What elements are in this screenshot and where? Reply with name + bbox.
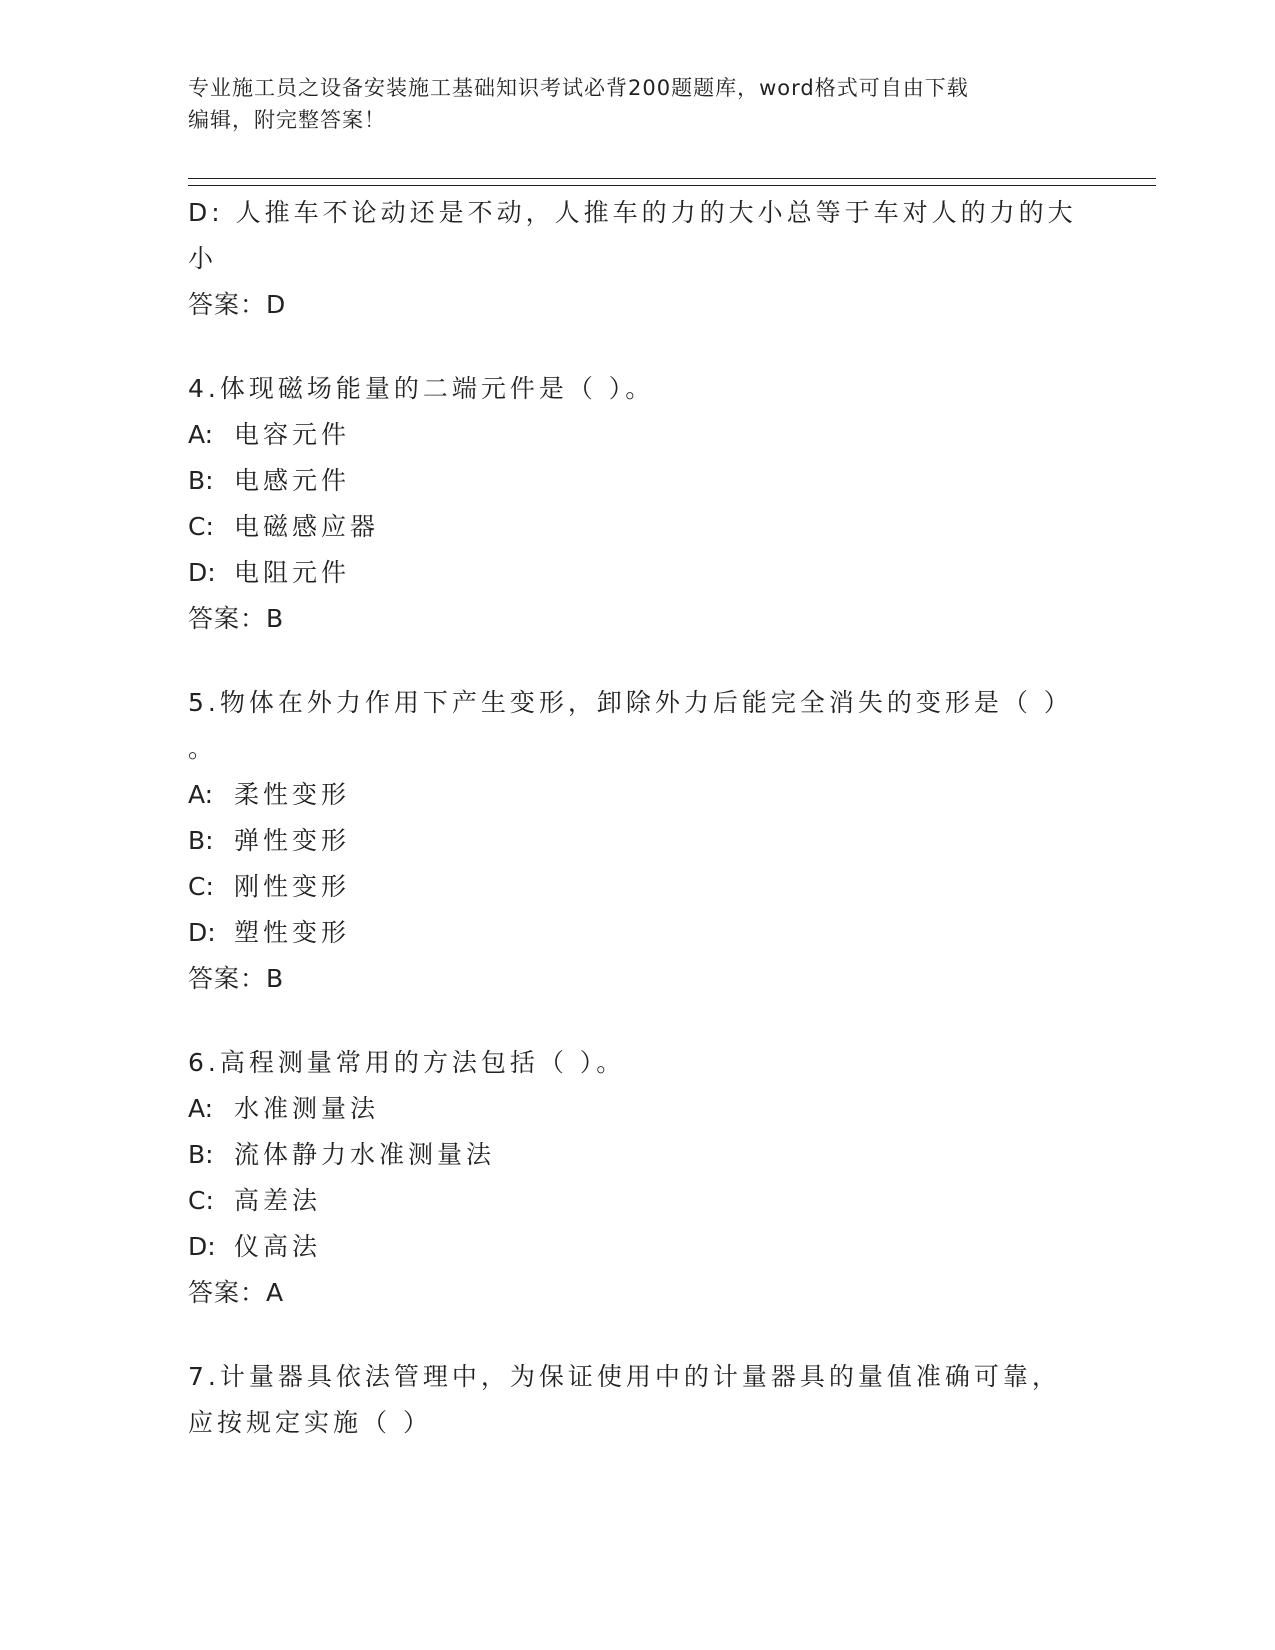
question-4 bbox=[188, 366, 1088, 642]
option-key: A: bbox=[188, 1094, 214, 1123]
q4-option-d bbox=[188, 550, 1088, 596]
q3-option-d-line2: 小 bbox=[188, 244, 218, 273]
option-text: 弹性变形 bbox=[234, 826, 351, 855]
option-key: C: bbox=[188, 872, 214, 901]
option-key: B: bbox=[188, 466, 214, 495]
header-title-line1: 专业施工员之设备安装施工基础知识考试必背200题题库，word格式可自由下载 bbox=[188, 76, 969, 100]
q4-stem: 4.体现磁场能量的二端元件是（ ）。 bbox=[188, 374, 655, 403]
question-7 bbox=[188, 1354, 1088, 1446]
q3-option-d-line1: D: 人推车不论动还是不动，人推车的力的大小总等于车对人的力的大 bbox=[188, 198, 1077, 227]
option-key: B: bbox=[188, 826, 214, 855]
q5-stem-line2: 。 bbox=[188, 734, 218, 763]
option-text: 电容元件 bbox=[234, 420, 351, 449]
q6-option-d bbox=[188, 1224, 1088, 1270]
option-key: C: bbox=[188, 1186, 214, 1215]
q5-option-a bbox=[188, 772, 1088, 818]
option-key: D: bbox=[188, 558, 216, 587]
q6-option-b bbox=[188, 1132, 1088, 1178]
q3-answer: 答案：D bbox=[188, 290, 287, 319]
question-3 bbox=[188, 190, 1088, 328]
q6-option-a bbox=[188, 1086, 1088, 1132]
q5-option-c bbox=[188, 864, 1088, 910]
option-text: 水准测量法 bbox=[234, 1094, 380, 1123]
q7-stem-line1: 7.计量器具依法管理中，为保证使用中的计量器具的量值准确可靠， bbox=[188, 1362, 1061, 1391]
q4-answer: 答案：B bbox=[188, 604, 285, 633]
q5-answer: 答案：B bbox=[188, 964, 285, 993]
option-text: 塑性变形 bbox=[234, 918, 351, 947]
question-5 bbox=[188, 680, 1088, 1002]
option-text: 高差法 bbox=[234, 1186, 322, 1215]
q6-option-c bbox=[188, 1178, 1088, 1224]
option-key: A: bbox=[188, 420, 214, 449]
q4-option-b bbox=[188, 458, 1088, 504]
q5-option-b bbox=[188, 818, 1088, 864]
q4-option-a bbox=[188, 412, 1088, 458]
q5-option-d bbox=[188, 910, 1088, 956]
header-title-line2: 编辑，附完整答案！ bbox=[188, 108, 386, 132]
option-key: D: bbox=[188, 918, 216, 947]
q6-answer: 答案：A bbox=[188, 1278, 285, 1307]
option-key: B: bbox=[188, 1140, 214, 1169]
option-text: 仪高法 bbox=[234, 1232, 322, 1261]
option-key: C: bbox=[188, 512, 214, 541]
option-text: 柔性变形 bbox=[234, 780, 351, 809]
q6-stem: 6.高程测量常用的方法包括（ ）。 bbox=[188, 1048, 626, 1077]
header-divider bbox=[188, 178, 1156, 186]
option-text: 电感元件 bbox=[234, 466, 351, 495]
option-key: D: bbox=[188, 1232, 216, 1261]
option-text: 电磁感应器 bbox=[234, 512, 380, 541]
question-6 bbox=[188, 1040, 1088, 1316]
question-list bbox=[188, 190, 1088, 1446]
option-text: 电阻元件 bbox=[234, 558, 351, 587]
q7-stem-line2: 应按规定实施（ ） bbox=[188, 1408, 432, 1437]
option-text: 刚性变形 bbox=[234, 872, 351, 901]
option-text: 流体静力水准测量法 bbox=[234, 1140, 496, 1169]
document-header bbox=[188, 72, 1068, 136]
q5-stem-line1: 5.物体在外力作用下产生变形，卸除外力后能完全消失的变形是（ ） bbox=[188, 688, 1073, 717]
q4-option-c bbox=[188, 504, 1088, 550]
option-key: A: bbox=[188, 780, 214, 809]
